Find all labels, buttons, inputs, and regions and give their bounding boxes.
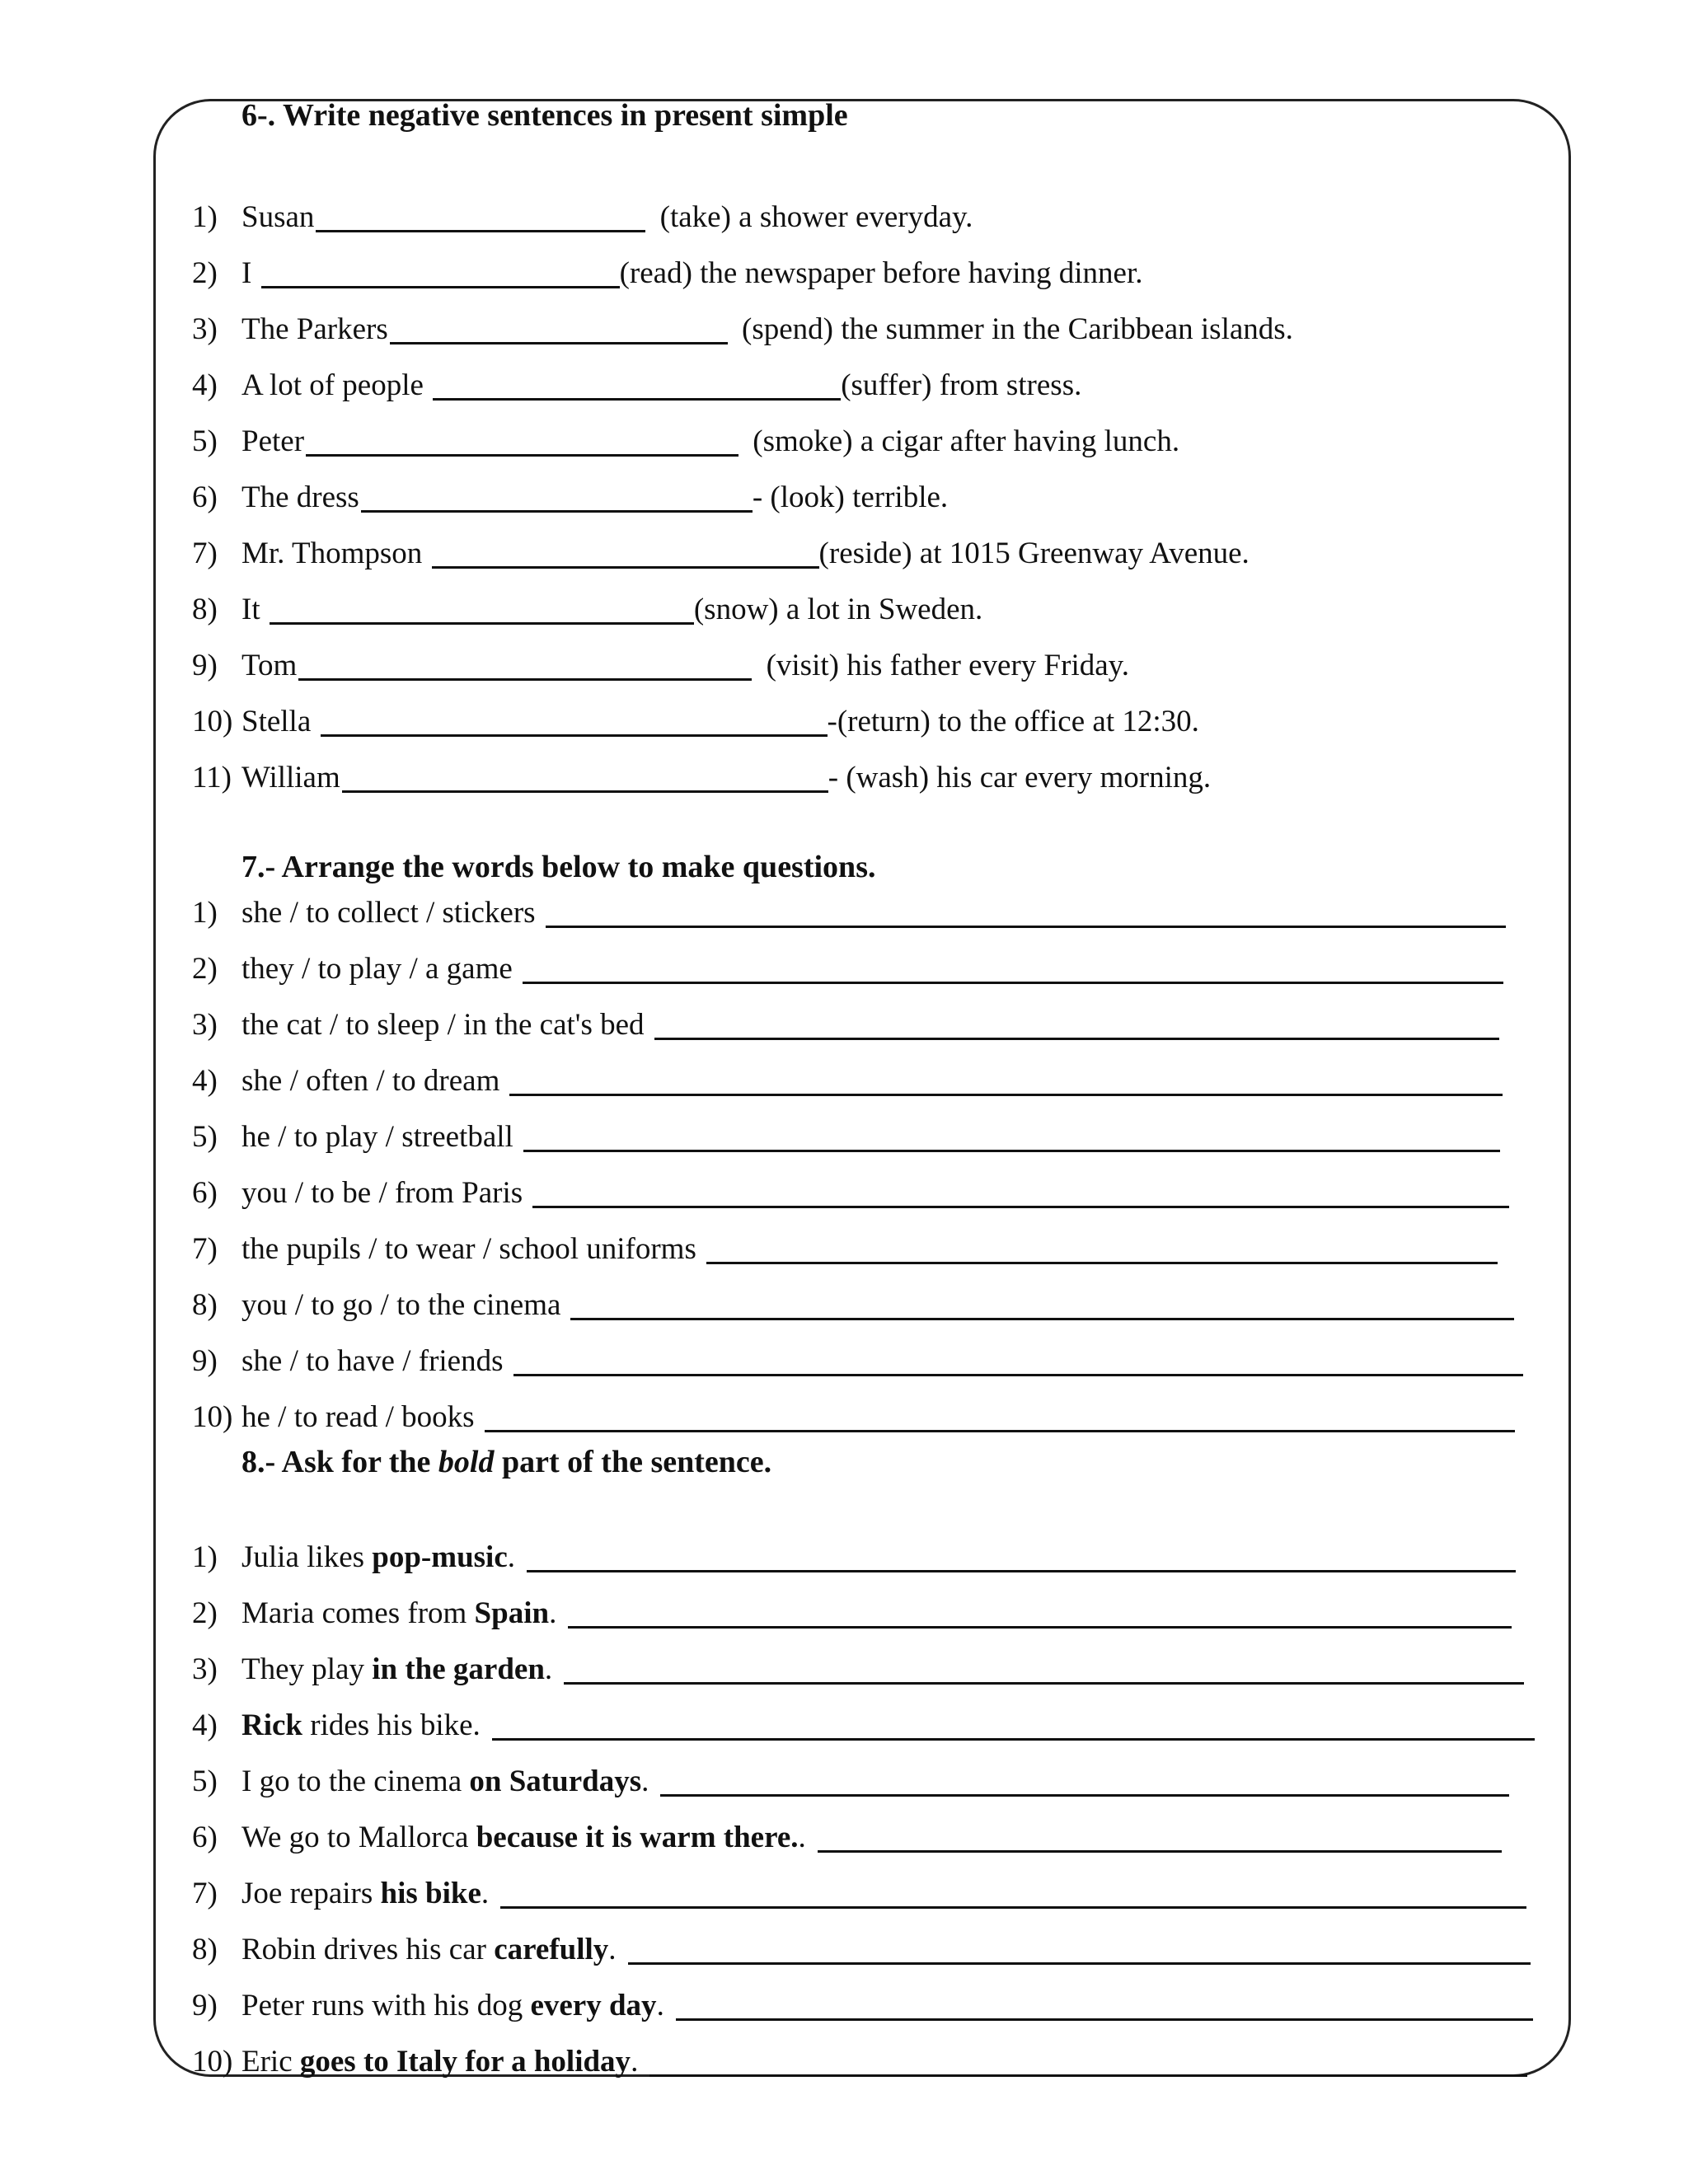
item-number: 3) [192, 1652, 218, 1686]
s7-item-10 [192, 1381, 1522, 1437]
item-number: 5) [192, 1120, 218, 1154]
item-number: 9) [192, 649, 218, 682]
answer-blank[interactable] [649, 2045, 1527, 2077]
s8-item-6 [192, 1802, 1508, 1858]
item-text-after: (take) a shower everyday. [652, 200, 973, 234]
s7-item-3 [192, 989, 1506, 1045]
item-text-before: I [241, 256, 260, 290]
answer-blank[interactable] [660, 1765, 1509, 1797]
item-number: 4) [192, 1064, 218, 1098]
answer-blank[interactable] [527, 1540, 1516, 1572]
answer-blank[interactable] [513, 1344, 1523, 1376]
item-number: 1) [192, 1540, 218, 1574]
item-text-after: (smoke) a cigar after having lunch. [745, 424, 1180, 458]
s8-item-9 [192, 1970, 1540, 2026]
s6-item-1 [192, 181, 973, 237]
item-text-after: (spend) the summer in the Caribbean islands. [734, 312, 1293, 346]
item-number: 10) [192, 2045, 233, 2079]
item-text: Joe repairs [241, 1877, 381, 1910]
item-words: he / to read / books [241, 1400, 475, 1434]
item-number: 3) [192, 1008, 218, 1042]
item-text: . [544, 1652, 553, 1686]
item-text: Julia likes [241, 1540, 373, 1574]
item-text-after: -(return) to the office at 12:30. [827, 705, 1199, 738]
item-words: the pupils / to wear / school uniforms [241, 1232, 696, 1266]
item-text: . [641, 1765, 649, 1798]
item-text: . [608, 1933, 617, 1966]
item-words: she / to have / friends [241, 1344, 504, 1378]
item-text: Peter runs with his dog [241, 1989, 531, 2022]
s7-item-1 [192, 877, 1512, 933]
item-number: 8) [192, 1288, 218, 1322]
item-number: 2) [192, 1596, 218, 1630]
item-text-before: Tom [241, 649, 298, 682]
item-text-before: A lot of people [241, 368, 432, 402]
item-text: I go to the cinema [241, 1765, 470, 1798]
s8-item-4 [192, 1690, 1541, 1746]
item-text: Robin drives his car [241, 1933, 495, 1966]
item-text-after: (visit) his father every Friday. [758, 649, 1130, 682]
item-text-after: (suffer) from stress. [841, 368, 1082, 402]
item-number: 10) [192, 705, 233, 738]
item-text: . [481, 1877, 490, 1910]
title-part: 8.- Ask for the [241, 1445, 438, 1479]
answer-blank[interactable] [306, 424, 738, 457]
answer-blank[interactable] [509, 1064, 1503, 1096]
item-text-before: Peter [241, 424, 305, 458]
s7-item-5 [192, 1101, 1507, 1157]
answer-blank[interactable] [654, 1008, 1499, 1040]
item-text: . [507, 1540, 515, 1574]
answer-blank[interactable] [628, 1933, 1531, 1965]
s8-item-3 [192, 1633, 1531, 1690]
answer-blank[interactable] [390, 312, 728, 344]
s8-item-2 [192, 1577, 1518, 1633]
item-number: 1) [192, 896, 218, 930]
item-number: 9) [192, 1344, 218, 1378]
item-number: 8) [192, 1933, 218, 1966]
item-number: 2) [192, 256, 218, 290]
answer-blank[interactable] [492, 1708, 1535, 1741]
item-number: 4) [192, 368, 218, 402]
s8-item-10 [192, 2026, 1534, 2082]
item-number: 3) [192, 312, 218, 346]
item-words: she / to collect / stickers [241, 896, 536, 930]
s6-item-10 [192, 686, 1199, 742]
answer-blank[interactable] [570, 1288, 1514, 1320]
item-number: 9) [192, 1989, 218, 2022]
answer-blank[interactable] [568, 1596, 1512, 1629]
title-part: part of the sentence. [494, 1445, 772, 1479]
answer-blank[interactable] [564, 1652, 1524, 1685]
answer-blank[interactable] [523, 952, 1503, 984]
answer-blank[interactable] [270, 593, 694, 625]
item-number: 7) [192, 1232, 218, 1266]
item-bold-part: pop-music [372, 1540, 508, 1574]
answer-blank[interactable] [523, 1120, 1500, 1152]
item-words: she / often / to dream [241, 1064, 500, 1098]
s6-item-6 [192, 462, 948, 518]
item-words: he / to play / streetball [241, 1120, 513, 1154]
item-number: 5) [192, 424, 218, 458]
item-number: 8) [192, 593, 218, 626]
item-number: 4) [192, 1708, 218, 1742]
item-text-before: Mr. Thompson [241, 537, 430, 570]
answer-blank[interactable] [546, 896, 1506, 928]
item-number: 5) [192, 1765, 218, 1798]
item-words: the cat / to sleep / in the cat's bed [241, 1008, 645, 1042]
item-text-after: - (wash) his car every morning. [828, 761, 1212, 794]
item-text: . [549, 1596, 557, 1630]
item-text-after: - (look) terrible. [752, 480, 949, 514]
s6-item-9 [192, 630, 1129, 686]
item-text: . [656, 1989, 664, 2022]
item-bold-part: Spain [474, 1596, 550, 1630]
item-text: . [631, 2045, 639, 2079]
s6-item-5 [192, 405, 1179, 462]
item-number: 10) [192, 1400, 233, 1434]
item-text-after: (reside) at 1015 Greenway Avenue. [818, 537, 1250, 570]
item-text-before: The Parkers [241, 312, 388, 346]
s6-item-8 [192, 574, 982, 630]
item-bold-part: his bike [380, 1877, 481, 1910]
answer-blank[interactable] [676, 1989, 1533, 2021]
item-number: 6) [192, 1176, 218, 1210]
item-number: 7) [192, 1877, 218, 1910]
item-text: Maria comes from [241, 1596, 475, 1630]
answer-blank[interactable] [321, 705, 828, 737]
answer-blank[interactable] [342, 761, 828, 793]
item-text: We go to Mallorca [241, 1821, 476, 1854]
s7-item-7 [192, 1213, 1504, 1269]
item-text: They play [241, 1652, 373, 1686]
s6-item-11 [192, 742, 1211, 798]
s7-item-8 [192, 1269, 1521, 1325]
answer-blank[interactable] [361, 480, 753, 513]
item-text-before: It [241, 593, 268, 626]
item-number: 11) [192, 761, 232, 794]
item-words: you / to be / from Paris [241, 1176, 523, 1210]
s8-item-1 [192, 1521, 1522, 1577]
section-7-title: 7.- Arrange the words below to make questions. [241, 850, 876, 884]
item-bold-part: every day [530, 1989, 657, 2022]
item-text: rides his bike. [302, 1708, 481, 1742]
item-text-before: The dress [241, 480, 359, 514]
s6-item-2 [192, 237, 1142, 293]
answer-blank[interactable] [316, 200, 645, 232]
item-text: Eric [241, 2045, 300, 2079]
section-6-title: 6-. Write negative sentences in present simple [241, 98, 848, 133]
item-text: . [798, 1821, 806, 1854]
item-text-before: Susan [241, 200, 315, 234]
s6-item-7 [192, 518, 1250, 574]
item-number: 7) [192, 537, 218, 570]
item-bold-part: because it is warm there. [476, 1821, 799, 1854]
item-bold-part: on Saturdays [469, 1765, 642, 1798]
item-bold-part: goes to Italy for a holiday [299, 2045, 631, 2079]
item-number: 1) [192, 200, 218, 234]
item-bold-part: in the garden [372, 1652, 545, 1686]
s7-item-9 [192, 1325, 1530, 1381]
s6-item-4 [192, 349, 1081, 405]
item-words: they / to play / a game [241, 952, 513, 986]
answer-blank[interactable] [432, 537, 819, 569]
item-number: 2) [192, 952, 218, 986]
answer-blank[interactable] [298, 649, 752, 681]
item-text-before: Stella [241, 705, 319, 738]
s6-item-3 [192, 293, 1293, 349]
answer-blank[interactable] [500, 1877, 1526, 1909]
item-bold-part: carefully [494, 1933, 609, 1966]
answer-blank[interactable] [485, 1400, 1515, 1432]
s7-item-4 [192, 1045, 1509, 1101]
item-text-before: William [241, 761, 340, 794]
item-text-after: (read) the newspaper before having dinner. [619, 256, 1143, 290]
item-text-after: (snow) a lot in Sweden. [693, 593, 983, 626]
item-words: you / to go / to the cinema [241, 1288, 561, 1322]
s8-item-8 [192, 1914, 1537, 1970]
section-8-title [241, 1444, 771, 1480]
s7-item-6 [192, 1157, 1516, 1213]
s8-item-7 [192, 1858, 1533, 1914]
answer-blank[interactable] [706, 1232, 1498, 1264]
answer-blank[interactable] [261, 256, 620, 288]
answer-blank[interactable] [532, 1176, 1509, 1208]
s7-item-2 [192, 933, 1510, 989]
answer-blank[interactable] [818, 1821, 1502, 1853]
item-number: 6) [192, 480, 218, 514]
answer-blank[interactable] [433, 368, 841, 401]
item-bold-part: Rick [241, 1708, 302, 1742]
title-emphasis: bold [438, 1445, 495, 1479]
item-number: 6) [192, 1821, 218, 1854]
s8-item-5 [192, 1746, 1516, 1802]
